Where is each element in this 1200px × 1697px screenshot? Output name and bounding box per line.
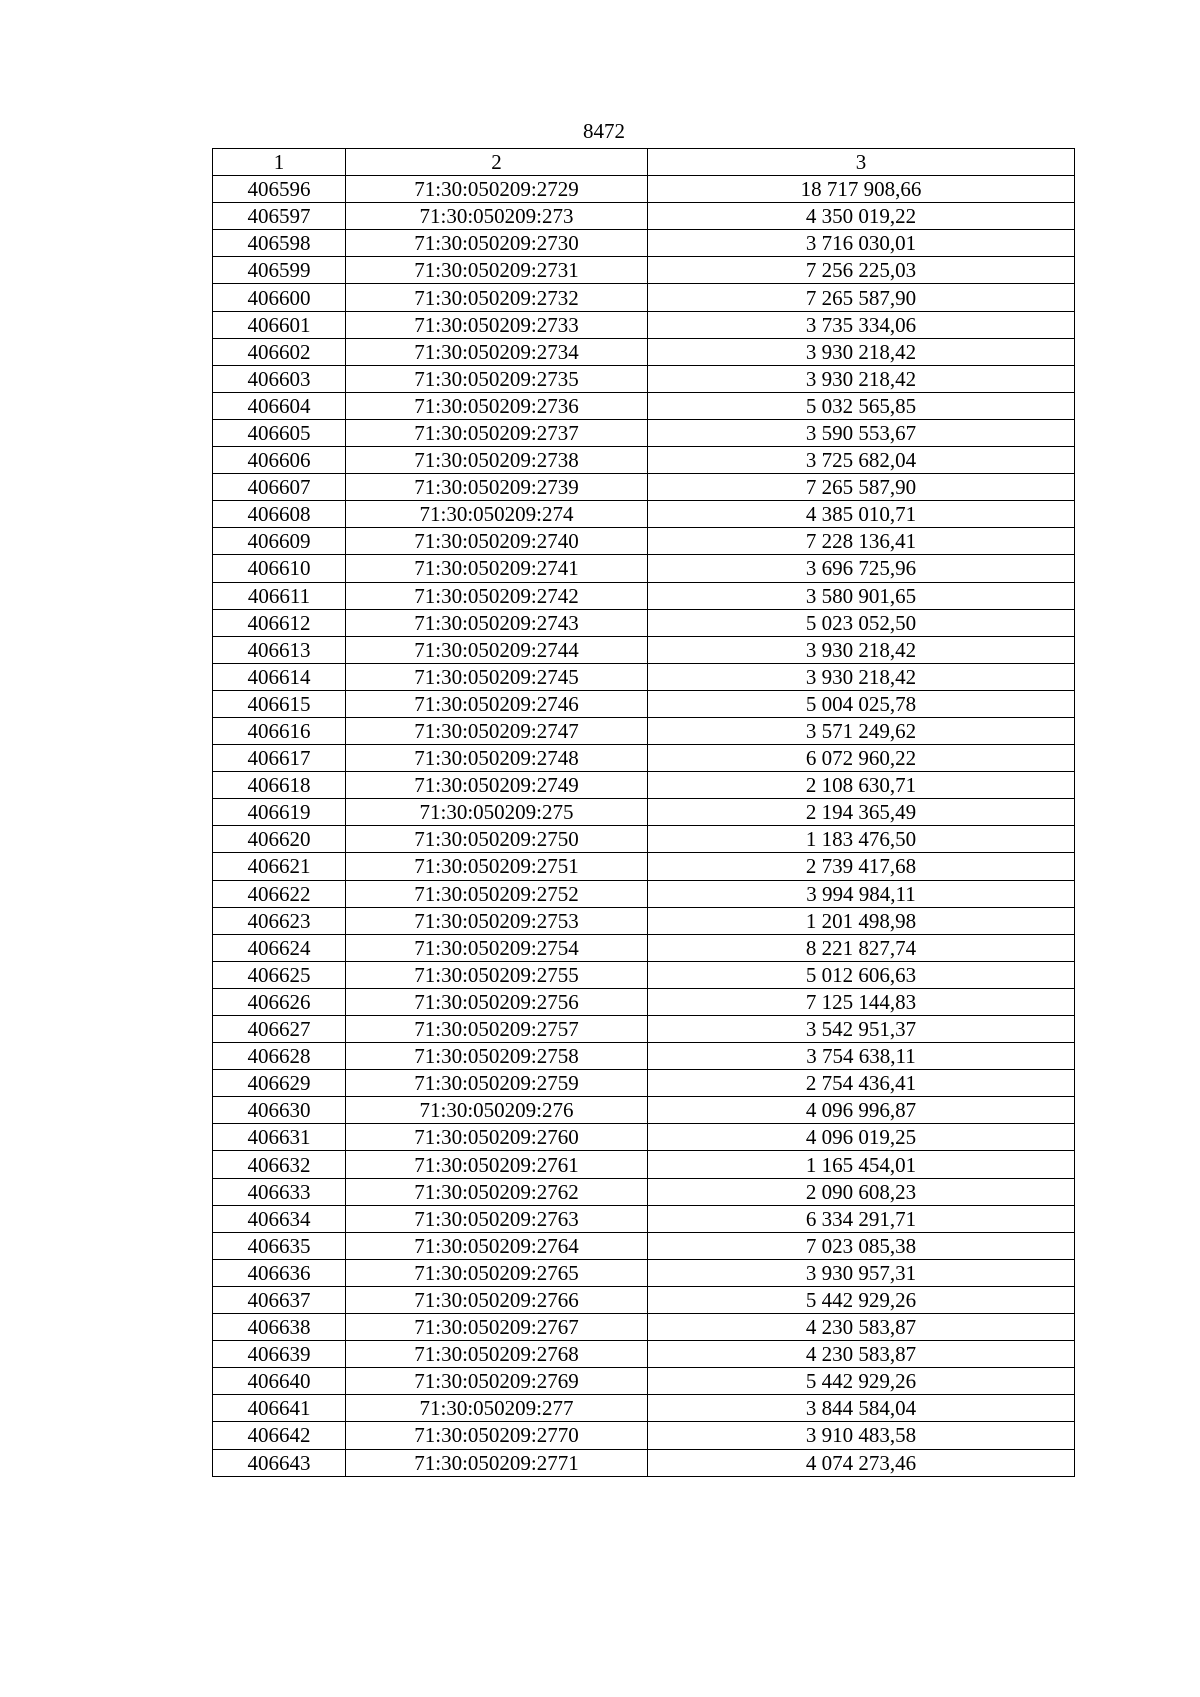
cadastral-number-cell: 71:30:050209:277 — [346, 1395, 648, 1422]
table-row — [213, 257, 1075, 284]
table-row — [213, 826, 1075, 853]
cadastral-number-cell: 71:30:050209:2755 — [346, 961, 648, 988]
table-row — [213, 745, 1075, 772]
cadastral-number-cell: 71:30:050209:2735 — [346, 365, 648, 392]
cadastral-number-cell: 71:30:050209:2757 — [346, 1016, 648, 1043]
value-cell: 3 930 218,42 — [648, 636, 1075, 663]
row-number-cell: 406636 — [213, 1259, 346, 1286]
cadastral-number-cell: 71:30:050209:274 — [346, 501, 648, 528]
row-number-cell: 406620 — [213, 826, 346, 853]
value-cell: 2 090 608,23 — [648, 1178, 1075, 1205]
row-number-cell: 406623 — [213, 907, 346, 934]
cadastral-number-cell: 71:30:050209:2759 — [346, 1070, 648, 1097]
value-cell: 5 004 025,78 — [648, 690, 1075, 717]
table-row — [213, 690, 1075, 717]
column-header-3: 3 — [648, 149, 1075, 176]
row-number-cell: 406603 — [213, 365, 346, 392]
value-cell: 2 194 365,49 — [648, 799, 1075, 826]
value-cell: 4 230 583,87 — [648, 1341, 1075, 1368]
value-cell: 1 165 454,01 — [648, 1151, 1075, 1178]
value-cell: 3 930 218,42 — [648, 663, 1075, 690]
cadastral-number-cell: 71:30:050209:2771 — [346, 1449, 648, 1476]
value-cell: 18 717 908,66 — [648, 176, 1075, 203]
value-cell: 4 074 273,46 — [648, 1449, 1075, 1476]
row-number-cell: 406627 — [213, 1016, 346, 1043]
value-cell: 4 350 019,22 — [648, 203, 1075, 230]
value-cell: 5 442 929,26 — [648, 1286, 1075, 1313]
table-row — [213, 1016, 1075, 1043]
row-number-cell: 406628 — [213, 1043, 346, 1070]
cadastral-number-cell: 71:30:050209:2765 — [346, 1259, 648, 1286]
value-cell: 4 096 996,87 — [648, 1097, 1075, 1124]
value-cell: 3 930 218,42 — [648, 338, 1075, 365]
row-number-cell: 406622 — [213, 880, 346, 907]
row-number-cell: 406631 — [213, 1124, 346, 1151]
table-row — [213, 555, 1075, 582]
row-number-cell: 406629 — [213, 1070, 346, 1097]
cadastral-number-cell: 71:30:050209:2730 — [346, 230, 648, 257]
value-cell: 4 096 019,25 — [648, 1124, 1075, 1151]
header-row — [213, 149, 1075, 176]
row-number-cell: 406605 — [213, 419, 346, 446]
table-row — [213, 1151, 1075, 1178]
cadastral-number-cell: 71:30:050209:2756 — [346, 988, 648, 1015]
register-table — [212, 148, 1075, 1477]
column-header-2: 2 — [346, 149, 648, 176]
cadastral-number-cell: 71:30:050209:2737 — [346, 419, 648, 446]
table-row — [213, 1368, 1075, 1395]
table-row — [213, 474, 1075, 501]
row-number-cell: 406621 — [213, 853, 346, 880]
value-cell: 3 580 901,65 — [648, 582, 1075, 609]
row-number-cell: 406615 — [213, 690, 346, 717]
table-row — [213, 663, 1075, 690]
row-number-cell: 406600 — [213, 284, 346, 311]
table-row — [213, 934, 1075, 961]
table-row — [213, 907, 1075, 934]
row-number-cell: 406643 — [213, 1449, 346, 1476]
table-row — [213, 1286, 1075, 1313]
table-row — [213, 609, 1075, 636]
table-row — [213, 1097, 1075, 1124]
cadastral-number-cell: 71:30:050209:2733 — [346, 311, 648, 338]
table-row — [213, 1449, 1075, 1476]
register-table-body — [213, 149, 1075, 1477]
cadastral-number-cell: 71:30:050209:2753 — [346, 907, 648, 934]
cadastral-number-cell: 71:30:050209:2743 — [346, 609, 648, 636]
table-row — [213, 1259, 1075, 1286]
cadastral-number-cell: 71:30:050209:2750 — [346, 826, 648, 853]
cadastral-number-cell: 71:30:050209:2752 — [346, 880, 648, 907]
value-cell: 7 023 085,38 — [648, 1232, 1075, 1259]
cadastral-number-cell: 71:30:050209:2741 — [346, 555, 648, 582]
table-row — [213, 1422, 1075, 1449]
row-number-cell: 406617 — [213, 745, 346, 772]
cadastral-number-cell: 71:30:050209:2740 — [346, 528, 648, 555]
table-row — [213, 419, 1075, 446]
value-cell: 3 844 584,04 — [648, 1395, 1075, 1422]
cadastral-number-cell: 71:30:050209:276 — [346, 1097, 648, 1124]
value-cell: 7 265 587,90 — [648, 284, 1075, 311]
table-row — [213, 1395, 1075, 1422]
table-row — [213, 1314, 1075, 1341]
row-number-cell: 406614 — [213, 663, 346, 690]
cadastral-number-cell: 71:30:050209:2747 — [346, 717, 648, 744]
cadastral-number-cell: 71:30:050209:2766 — [346, 1286, 648, 1313]
row-number-cell: 406619 — [213, 799, 346, 826]
value-cell: 4 385 010,71 — [648, 501, 1075, 528]
cadastral-number-cell: 71:30:050209:2768 — [346, 1341, 648, 1368]
value-cell: 1 183 476,50 — [648, 826, 1075, 853]
value-cell: 3 910 483,58 — [648, 1422, 1075, 1449]
table-row — [213, 1124, 1075, 1151]
cadastral-number-cell: 71:30:050209:2762 — [346, 1178, 648, 1205]
value-cell: 7 256 225,03 — [648, 257, 1075, 284]
table-row — [213, 528, 1075, 555]
row-number-cell: 406602 — [213, 338, 346, 365]
row-number-cell: 406607 — [213, 474, 346, 501]
row-number-cell: 406639 — [213, 1341, 346, 1368]
value-cell: 3 930 957,31 — [648, 1259, 1075, 1286]
value-cell: 4 230 583,87 — [648, 1314, 1075, 1341]
row-number-cell: 406609 — [213, 528, 346, 555]
value-cell: 3 754 638,11 — [648, 1043, 1075, 1070]
cadastral-number-cell: 71:30:050209:2769 — [346, 1368, 648, 1395]
column-header-1: 1 — [213, 149, 346, 176]
cadastral-number-cell: 71:30:050209:2732 — [346, 284, 648, 311]
cadastral-number-cell: 71:30:050209:2770 — [346, 1422, 648, 1449]
row-number-cell: 406612 — [213, 609, 346, 636]
row-number-cell: 406630 — [213, 1097, 346, 1124]
table-row — [213, 311, 1075, 338]
value-cell: 5 012 606,63 — [648, 961, 1075, 988]
cadastral-number-cell: 71:30:050209:2764 — [346, 1232, 648, 1259]
table-row — [213, 338, 1075, 365]
table-row — [213, 176, 1075, 203]
row-number-cell: 406598 — [213, 230, 346, 257]
value-cell: 3 542 951,37 — [648, 1016, 1075, 1043]
table-row — [213, 501, 1075, 528]
cadastral-number-cell: 71:30:050209:2746 — [346, 690, 648, 717]
value-cell: 3 930 218,42 — [648, 365, 1075, 392]
value-cell: 5 023 052,50 — [648, 609, 1075, 636]
cadastral-number-cell: 71:30:050209:2754 — [346, 934, 648, 961]
cadastral-number-cell: 71:30:050209:2760 — [346, 1124, 648, 1151]
value-cell: 1 201 498,98 — [648, 907, 1075, 934]
table-row — [213, 1043, 1075, 1070]
cadastral-number-cell: 71:30:050209:2758 — [346, 1043, 648, 1070]
row-number-cell: 406642 — [213, 1422, 346, 1449]
table-row — [213, 1232, 1075, 1259]
table-row — [213, 447, 1075, 474]
row-number-cell: 406635 — [213, 1232, 346, 1259]
table-row — [213, 284, 1075, 311]
cadastral-number-cell: 71:30:050209:2744 — [346, 636, 648, 663]
row-number-cell: 406641 — [213, 1395, 346, 1422]
value-cell: 7 125 144,83 — [648, 988, 1075, 1015]
value-cell: 6 334 291,71 — [648, 1205, 1075, 1232]
row-number-cell: 406596 — [213, 176, 346, 203]
row-number-cell: 406608 — [213, 501, 346, 528]
cadastral-number-cell: 71:30:050209:2738 — [346, 447, 648, 474]
cadastral-number-cell: 71:30:050209:2742 — [346, 582, 648, 609]
table-row — [213, 1070, 1075, 1097]
cadastral-number-cell: 71:30:050209:2739 — [346, 474, 648, 501]
table-row — [213, 1178, 1075, 1205]
cadastral-number-cell: 71:30:050209:2761 — [346, 1151, 648, 1178]
table-row — [213, 203, 1075, 230]
row-number-cell: 406625 — [213, 961, 346, 988]
row-number-cell: 406599 — [213, 257, 346, 284]
page-number-text: 8472 — [583, 119, 625, 143]
row-number-cell: 406633 — [213, 1178, 346, 1205]
table-row — [213, 772, 1075, 799]
value-cell: 5 442 929,26 — [648, 1368, 1075, 1395]
row-number-cell: 406610 — [213, 555, 346, 582]
table-row — [213, 1341, 1075, 1368]
row-number-cell: 406640 — [213, 1368, 346, 1395]
cadastral-number-cell: 71:30:050209:2731 — [346, 257, 648, 284]
value-cell: 2 739 417,68 — [648, 853, 1075, 880]
value-cell: 2 108 630,71 — [648, 772, 1075, 799]
row-number-cell: 406606 — [213, 447, 346, 474]
value-cell: 6 072 960,22 — [648, 745, 1075, 772]
page-number — [0, 118, 1200, 144]
value-cell: 2 754 436,41 — [648, 1070, 1075, 1097]
value-cell: 7 265 587,90 — [648, 474, 1075, 501]
row-number-cell: 406601 — [213, 311, 346, 338]
table-row — [213, 853, 1075, 880]
cadastral-number-cell: 71:30:050209:2729 — [346, 176, 648, 203]
cadastral-number-cell: 71:30:050209:2736 — [346, 392, 648, 419]
value-cell: 3 696 725,96 — [648, 555, 1075, 582]
row-number-cell: 406613 — [213, 636, 346, 663]
value-cell: 3 725 682,04 — [648, 447, 1075, 474]
table-row — [213, 880, 1075, 907]
table-row — [213, 1205, 1075, 1232]
value-cell: 3 571 249,62 — [648, 717, 1075, 744]
cadastral-number-cell: 71:30:050209:273 — [346, 203, 648, 230]
row-number-cell: 406611 — [213, 582, 346, 609]
table-row — [213, 230, 1075, 257]
row-number-cell: 406618 — [213, 772, 346, 799]
value-cell: 3 590 553,67 — [648, 419, 1075, 446]
row-number-cell: 406634 — [213, 1205, 346, 1232]
table-row — [213, 582, 1075, 609]
row-number-cell: 406637 — [213, 1286, 346, 1313]
table-row — [213, 799, 1075, 826]
cadastral-number-cell: 71:30:050209:2751 — [346, 853, 648, 880]
table-row — [213, 717, 1075, 744]
value-cell: 3 716 030,01 — [648, 230, 1075, 257]
row-number-cell: 406597 — [213, 203, 346, 230]
row-number-cell: 406638 — [213, 1314, 346, 1341]
cadastral-number-cell: 71:30:050209:2745 — [346, 663, 648, 690]
cadastral-number-cell: 71:30:050209:2767 — [346, 1314, 648, 1341]
value-cell: 3 735 334,06 — [648, 311, 1075, 338]
value-cell: 5 032 565,85 — [648, 392, 1075, 419]
cadastral-number-cell: 71:30:050209:2763 — [346, 1205, 648, 1232]
cadastral-number-cell: 71:30:050209:2749 — [346, 772, 648, 799]
table-row — [213, 961, 1075, 988]
row-number-cell: 406624 — [213, 934, 346, 961]
table-row — [213, 365, 1075, 392]
row-number-cell: 406616 — [213, 717, 346, 744]
value-cell: 8 221 827,74 — [648, 934, 1075, 961]
cadastral-number-cell: 71:30:050209:275 — [346, 799, 648, 826]
table-row — [213, 392, 1075, 419]
row-number-cell: 406604 — [213, 392, 346, 419]
value-cell: 3 994 984,11 — [648, 880, 1075, 907]
row-number-cell: 406626 — [213, 988, 346, 1015]
row-number-cell: 406632 — [213, 1151, 346, 1178]
cadastral-number-cell: 71:30:050209:2748 — [346, 745, 648, 772]
table-row — [213, 988, 1075, 1015]
cadastral-number-cell: 71:30:050209:2734 — [346, 338, 648, 365]
table-row — [213, 636, 1075, 663]
value-cell: 7 228 136,41 — [648, 528, 1075, 555]
